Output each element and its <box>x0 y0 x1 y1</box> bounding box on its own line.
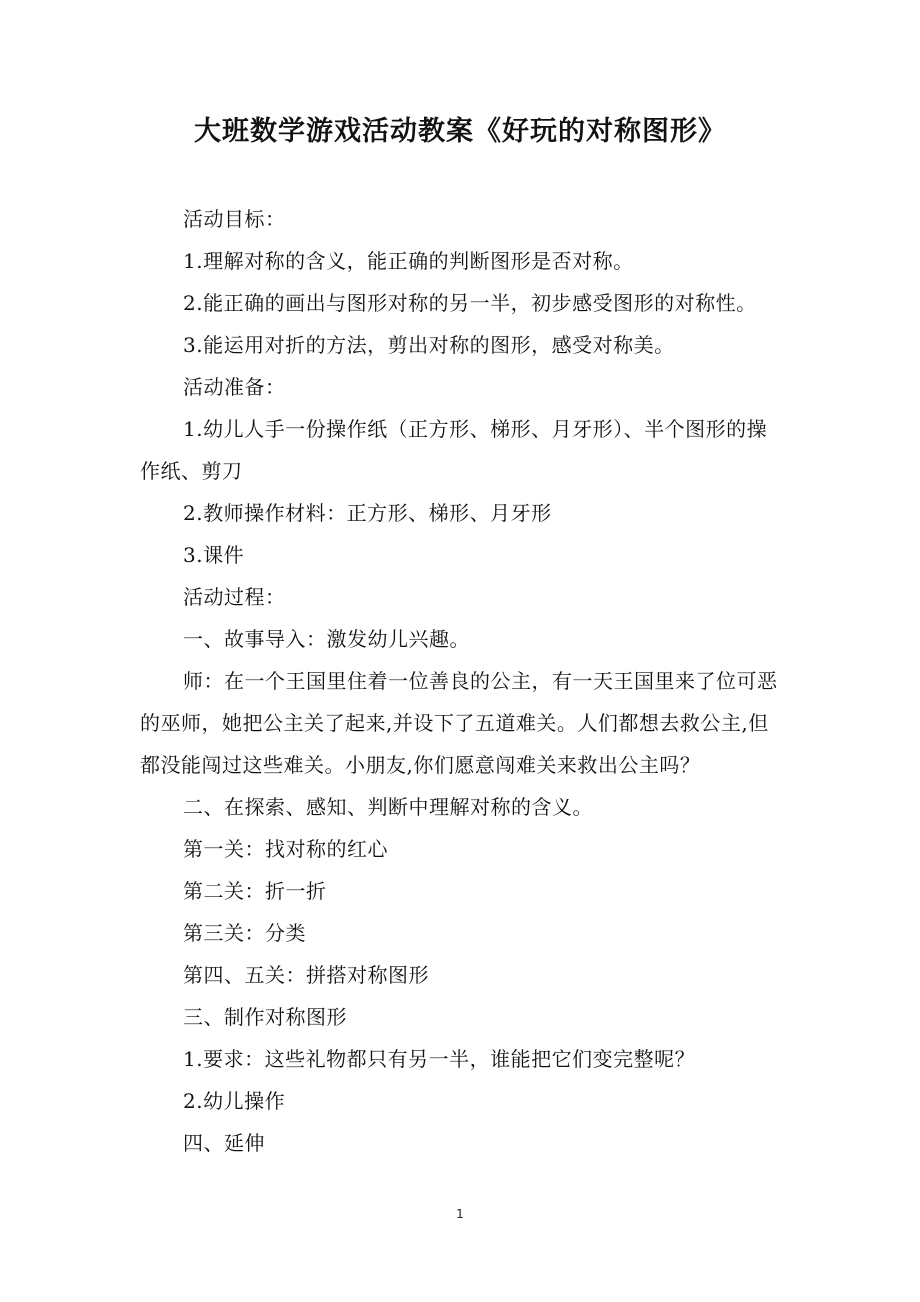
paragraph-level-4-5: 第四、五关：拼搭对称图形 <box>183 963 429 987</box>
paragraph-step-2: 二、在探索、感知、判断中理解对称的含义。 <box>183 795 593 819</box>
paragraph-prep-2: 2.教师操作材料：正方形、梯形、月牙形 <box>183 501 552 525</box>
paragraph-level-3: 第三关：分类 <box>183 921 306 945</box>
paragraph-goal-2: 2.能正确的画出与图形对称的另一半，初步感受图形的对称性。 <box>183 291 757 315</box>
paragraph-story: 师：在一个王国里住着一位善良的公主，有一天王国里来了位可恶的巫师，她把公主关了起来,并设下了五道难关。人们都想去救公主,但都没能闯过这些难关。小朋友,你们愿意闯难关来救出公主吗？ <box>140 669 778 777</box>
paragraph-prep-heading: 活动准备： <box>183 375 286 399</box>
document-body <box>140 198 782 1164</box>
paragraph-goals-heading: 活动目标： <box>183 207 286 231</box>
paragraph-prep-3: 3.课件 <box>183 543 245 567</box>
paragraph-goal-1: 1.理解对称的含义，能正确的判断图形是否对称。 <box>183 249 634 273</box>
paragraph-process-heading: 活动过程： <box>183 585 286 609</box>
paragraph-level-2: 第二关：折一折 <box>183 879 327 903</box>
paragraph-level-1: 第一关：找对称的红心 <box>183 837 388 861</box>
paragraph-step-4: 四、延伸 <box>183 1131 265 1155</box>
paragraph-prep-1: 1.幼儿人手一份操作纸（正方形、梯形、月牙形）、半个图形的操作纸、剪刀 <box>140 417 768 483</box>
document-title: 大班数学游戏活动教案《好玩的对称图形》 <box>194 116 726 147</box>
paragraph-step-3-item-2: 2.幼儿操作 <box>183 1089 286 1113</box>
page-number: 1 <box>456 1207 464 1221</box>
paragraph-step-1: 一、故事导入：激发幼儿兴趣。 <box>183 627 470 651</box>
paragraph-step-3: 三、制作对称图形 <box>183 1005 347 1029</box>
paragraph-goal-3: 3.能运用对折的方法，剪出对称的图形，感受对称美。 <box>183 333 675 357</box>
paragraph-step-3-item-1: 1.要求：这些礼物都只有另一半，谁能把它们变完整呢？ <box>183 1047 696 1071</box>
